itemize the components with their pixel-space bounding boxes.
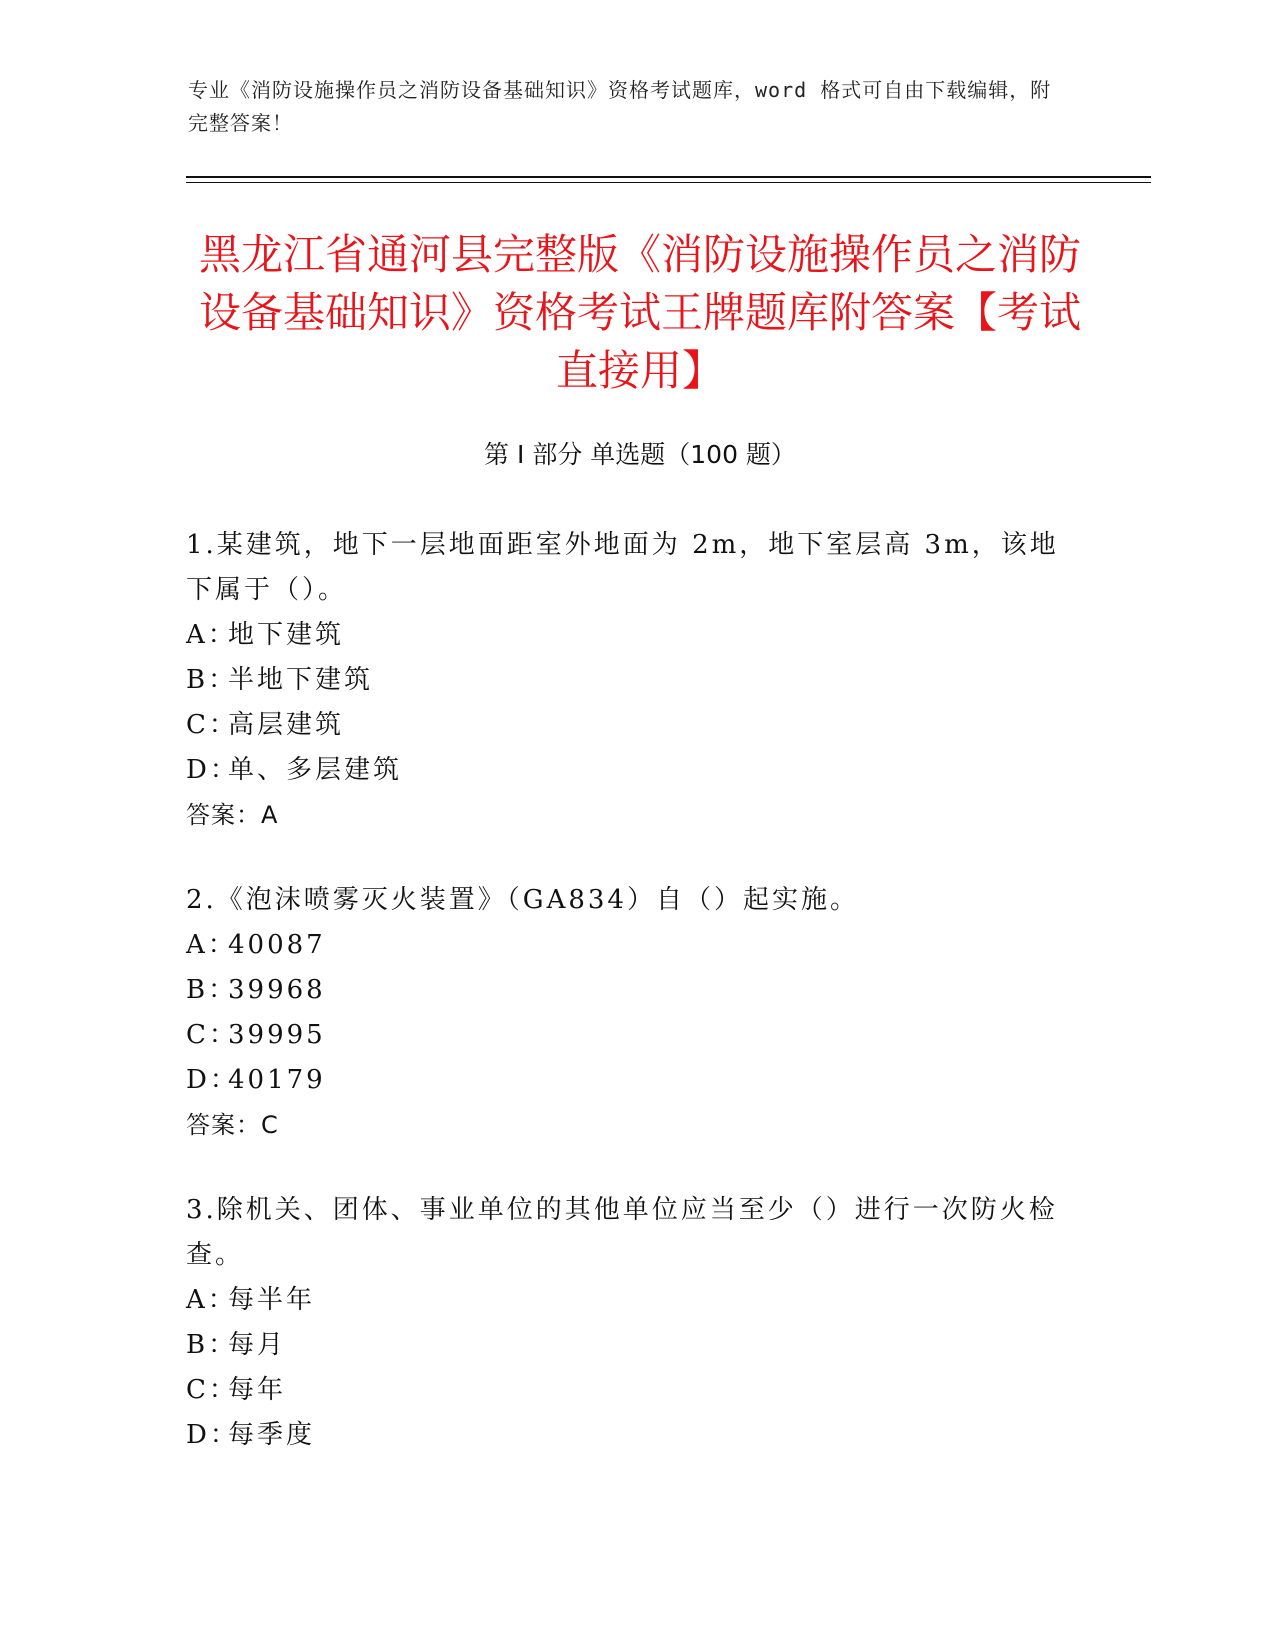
option-text: 单、多层建筑 <box>228 755 403 785</box>
header-divider-thick <box>186 176 1151 178</box>
option-b <box>186 658 1076 703</box>
option-text: 40179 <box>228 1065 326 1095</box>
option-text: 39968 <box>228 975 326 1005</box>
option-a <box>186 1278 1076 1323</box>
option-text: 39995 <box>228 1020 326 1050</box>
option-key: A： <box>186 620 237 650</box>
answer-line: 答案：C <box>186 1111 279 1139</box>
header-note: 专业《消防设施操作员之消防设备基础知识》资格考试题库，word 格式可自由下载编辑，附完整答案！ <box>188 78 1052 135</box>
option-d <box>186 748 1076 793</box>
option-key: B： <box>186 1330 238 1360</box>
option-key: A： <box>186 1285 237 1315</box>
question-stem: 1.某建筑，地下一层地面距室外地面为 2m，地下室层高 3m，该地下属于（）。 <box>186 530 1059 605</box>
option-text: 每季度 <box>228 1420 316 1450</box>
option-key: C： <box>186 1020 238 1050</box>
option-c <box>186 1013 1076 1058</box>
header-divider-thin <box>186 182 1151 183</box>
option-d <box>186 1058 1076 1103</box>
option-key: B： <box>186 665 238 695</box>
option-text: 半地下建筑 <box>228 665 374 695</box>
question-list <box>186 523 1076 1498</box>
option-c <box>186 1368 1076 1413</box>
option-c <box>186 703 1076 748</box>
option-a <box>186 613 1076 658</box>
option-text: 高层建筑 <box>228 710 345 740</box>
answer-line: 答案：A <box>186 801 279 829</box>
question-stem: 2.《泡沫喷雾灭火装置》（GA834）自（）起实施。 <box>186 885 859 915</box>
question-stem: 3.除机关、团体、事业单位的其他单位应当至少（）进行一次防火检查。 <box>186 1195 1058 1270</box>
option-text: 每月 <box>228 1330 287 1360</box>
option-d <box>186 1413 1076 1458</box>
option-text: 每年 <box>228 1375 287 1405</box>
option-key: C： <box>186 1375 238 1405</box>
option-key: D： <box>186 755 239 785</box>
option-text: 地下建筑 <box>228 620 345 650</box>
option-key: C： <box>186 710 238 740</box>
section-title: 第 I 部分 单选题（100 题） <box>484 440 796 469</box>
question-1 <box>186 523 1076 838</box>
option-a <box>186 923 1076 968</box>
option-key: B： <box>186 975 238 1005</box>
option-key: A： <box>186 930 237 960</box>
option-text: 每半年 <box>228 1285 316 1315</box>
option-key: D： <box>186 1065 239 1095</box>
question-2 <box>186 878 1076 1148</box>
option-b <box>186 1323 1076 1368</box>
option-key: D： <box>186 1420 239 1450</box>
question-3 <box>186 1188 1076 1458</box>
option-b <box>186 968 1076 1013</box>
option-text: 40087 <box>228 930 326 960</box>
document-title: 黑龙江省通河县完整版《消防设施操作员之消防设备基础知识》资格考试王牌题库附答案【考试直接用】 <box>198 230 1081 395</box>
